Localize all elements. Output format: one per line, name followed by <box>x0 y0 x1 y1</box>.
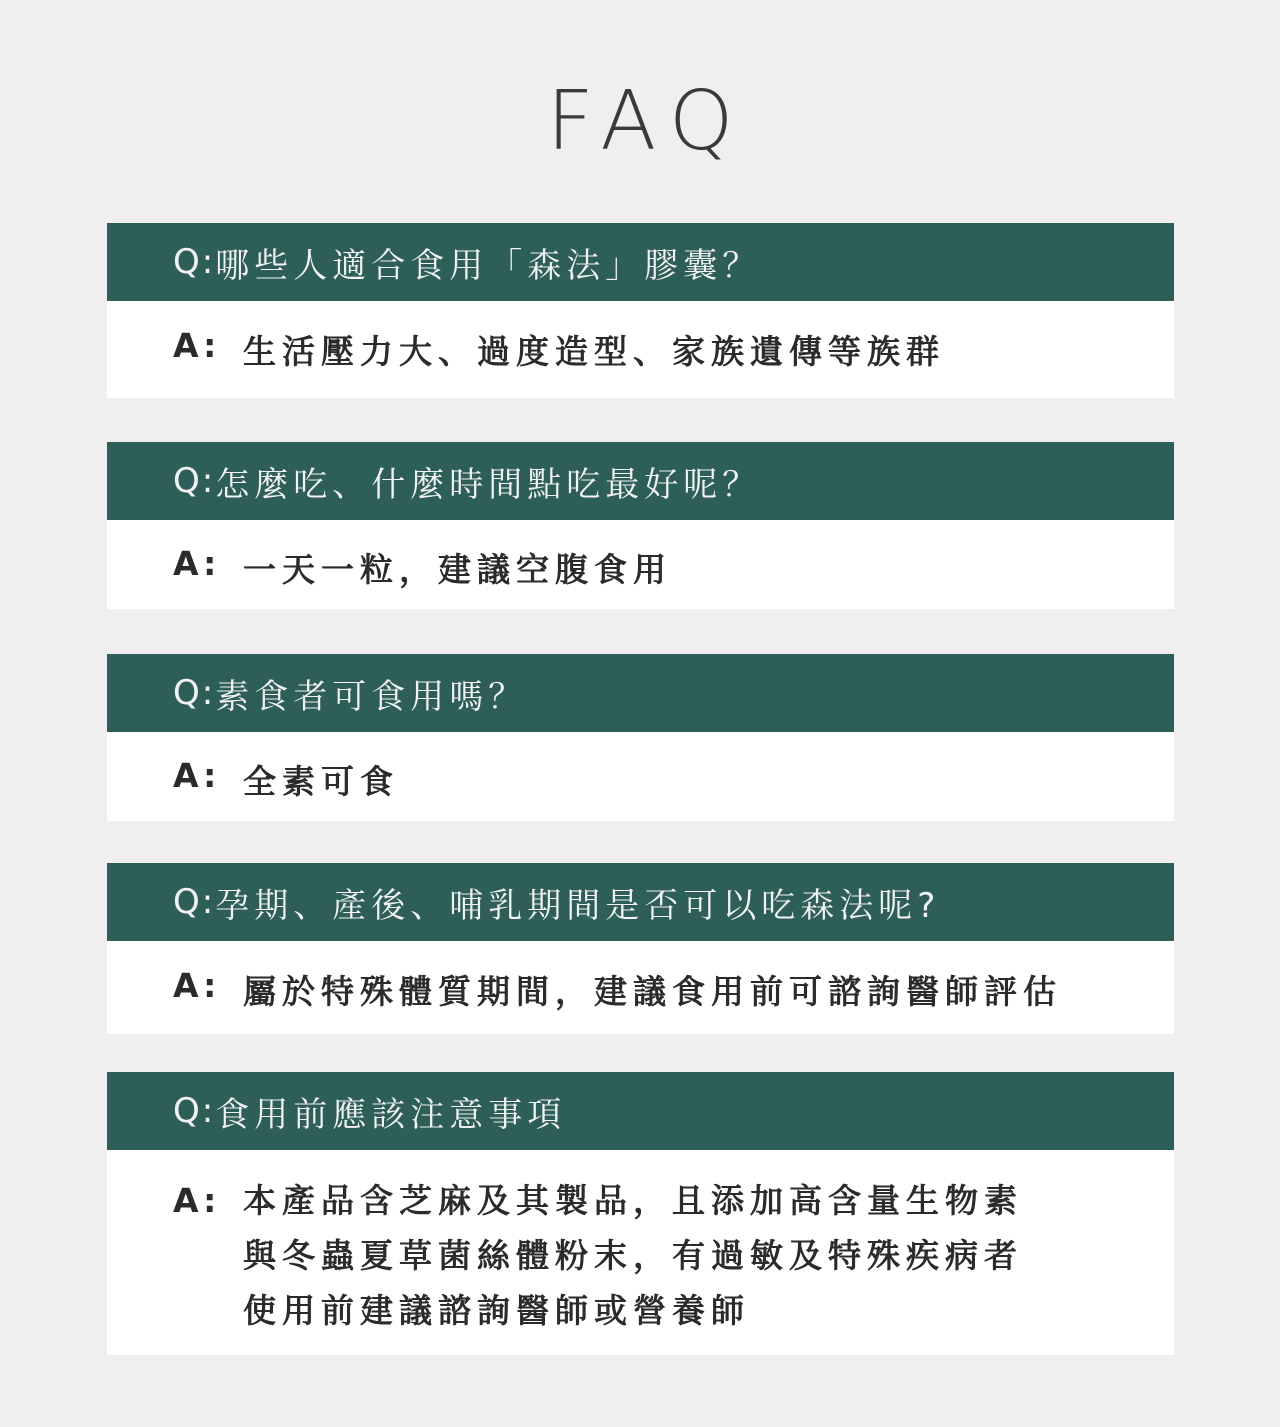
question-prefix: Q: <box>173 461 216 501</box>
answer-prefix: A: <box>173 1181 221 1220</box>
question-bar <box>107 1072 1174 1150</box>
question-prefix: Q: <box>173 242 216 282</box>
answer-text: 生活壓力大、過度造型、家族遺傳等族群 <box>243 332 945 371</box>
answer-text-line-3: 使用前建議諮詢醫師或營養師 <box>243 1291 750 1330</box>
answer-box <box>107 520 1174 609</box>
answer-prefix: A: <box>173 544 221 583</box>
question-bar <box>107 223 1174 301</box>
faq-item-5 <box>107 1072 1174 1355</box>
answer-box <box>107 1150 1174 1355</box>
answer-prefix: A: <box>173 756 221 795</box>
answer-text: 一天一粒，建議空腹食用 <box>243 550 672 589</box>
page-title: FAQ <box>546 74 748 169</box>
question-text: 素食者可食用嗎？ <box>215 676 528 717</box>
faq-item-3 <box>107 654 1174 821</box>
answer-text: 全素可食 <box>243 762 399 801</box>
question-bar <box>107 863 1174 941</box>
question-text: 哪些人適合食用「森法」膠囊？ <box>215 245 762 286</box>
answer-box <box>107 941 1174 1034</box>
answer-box <box>107 732 1174 821</box>
answer-prefix: A: <box>173 966 221 1005</box>
faq-item-4 <box>107 863 1174 1034</box>
question-prefix: Q: <box>173 1091 216 1131</box>
question-prefix: Q: <box>173 673 216 713</box>
question-prefix: Q: <box>173 882 216 922</box>
faq-item-2 <box>107 442 1174 609</box>
answer-box <box>107 301 1174 398</box>
question-text: 孕期、產後、哺乳期間是否可以吃森法呢? <box>215 885 941 926</box>
question-text: 食用前應該注意事項 <box>215 1094 567 1135</box>
answer-text-line-2: 與冬蟲夏草菌絲體粉末，有過敏及特殊疾病者 <box>243 1236 1023 1275</box>
faq-item-1 <box>107 223 1174 398</box>
question-text: 怎麼吃、什麼時間點吃最好呢？ <box>215 464 762 505</box>
answer-text-line-1: 本產品含芝麻及其製品，且添加高含量生物素 <box>243 1181 1023 1220</box>
answer-text: 屬於特殊體質期間，建議食用前可諮詢醫師評估 <box>243 972 1062 1011</box>
question-bar <box>107 442 1174 520</box>
answer-prefix: A: <box>173 326 221 365</box>
question-bar <box>107 654 1174 732</box>
